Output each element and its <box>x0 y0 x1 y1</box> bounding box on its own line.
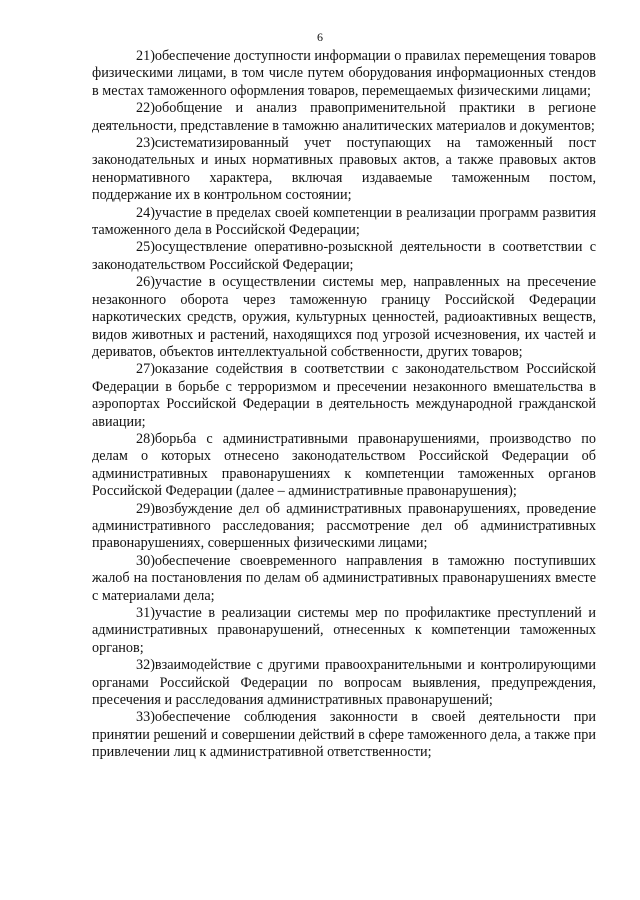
list-item-32 <box>92 657 596 709</box>
item-text: оказание содействия в соответствии с законодательством Российской Федерации в борьбе с терроризмом и пресечении незаконного вмешательства в аэропортах Российской Федерации в деятельность международной гражданской авиации; <box>92 361 596 430</box>
item-text: участие в пределах своей компетенции в реализации программ развития таможенного дела в Российской Федерации; <box>92 204 596 239</box>
list-item-24 <box>92 205 596 240</box>
item-number: 31) <box>136 605 155 621</box>
list-item-29 <box>92 501 596 553</box>
list-item-25 <box>92 239 596 274</box>
item-number: 23) <box>136 135 155 152</box>
list-item-31 <box>92 605 596 657</box>
list-item-33 <box>92 709 596 761</box>
item-number: 32) <box>136 657 155 674</box>
item-text: осуществление оперативно-розыскной деятельности в соответствии с законодательством Российской Федерации; <box>92 239 596 273</box>
item-number: 30) <box>136 552 155 569</box>
page-number: 6 <box>317 30 323 44</box>
item-text: взаимодействие с другими правоохранительными и контролирующими органами Российской Федерации по вопросам выявления, предупреждения, пресечения и расследования административных правонарушений; <box>92 657 596 709</box>
list-item-22 <box>92 100 596 135</box>
item-text: систематизированный учет поступающих на таможенный пост законодательных и иных нормативных правовых актов, а также правовых актов ненормативного характера, включая издаваемые таможенным постом, поддержание их в контрольном состоянии; <box>92 135 596 204</box>
item-text: обеспечение доступности информации о правилах перемещения товаров физическими лицами, в том числе путем оборудования информационных стендов в местах таможенного оформления товаров, перемещаемых физическими лицами; <box>92 48 596 99</box>
item-number: 33) <box>136 709 155 726</box>
item-number: 26) <box>136 274 155 291</box>
item-number: 21) <box>136 48 155 64</box>
item-number: 27) <box>136 361 155 378</box>
item-number: 29) <box>136 500 155 517</box>
item-number: 25) <box>136 239 155 256</box>
item-text: обобщение и анализ правоприменительной практики в регионе деятельности, представление в таможню аналитических материалов и документов; <box>92 100 596 134</box>
list-item-27 <box>92 361 596 431</box>
item-number: 28) <box>136 430 155 447</box>
list-item-26 <box>92 274 596 361</box>
item-number: 22) <box>136 100 155 117</box>
item-number: 24) <box>136 204 155 221</box>
item-text: обеспечение своевременного направления в таможню поступивших жалоб на постановления по делам об административных правонарушениях вместе с материалами дела; <box>92 552 596 604</box>
list-item-28 <box>92 431 596 501</box>
list-item-21 <box>92 48 596 100</box>
item-text: обеспечение соблюдения законности в своей деятельности при принятии решений и совершении действий в сфере таможенного дела, а также при привлечении лиц к административной ответственности; <box>92 709 596 761</box>
document-body <box>92 48 596 762</box>
item-text: возбуждение дел об административных правонарушениях, проведение административного расследования; рассмотрение дел об административных правонарушениях, совершенных физическими лицами; <box>92 500 596 552</box>
item-text: участие в реализации системы мер по профилактике преступлений и административных правонарушений, отнесенных к компетенции таможенных органов; <box>92 605 596 656</box>
list-item-23 <box>92 135 596 205</box>
item-text: участие в осуществлении системы мер, направленных на пресечение незаконного оборота через таможенную границу Российской Федерации наркотических средств, оружия, культурных ценностей, радиоактивных веществ, видов животных и растений, находящихся под угрозой исчезновения, их частей и дериватов, объектов интеллектуальной собственности, других товаров; <box>92 274 596 360</box>
item-text: борьба с административными правонарушениями, производство по делам о которых отнесено законодательством Российской Федерации об административных правонарушениях к компетенции таможенных органов Российской Федерации (далее – административные правонарушения); <box>92 430 596 500</box>
list-item-30 <box>92 553 596 605</box>
